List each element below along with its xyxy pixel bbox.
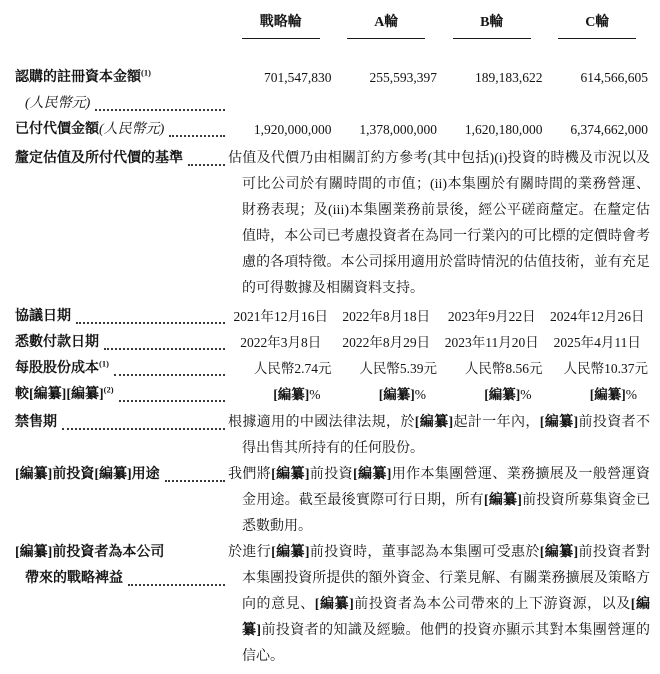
row-label-text: 協議日期 — [15, 309, 71, 324]
row-label — [15, 356, 228, 382]
row-full-payment-date — [15, 330, 650, 356]
value-cell: [編纂]% — [589, 387, 637, 402]
value-cell: 2022年8月18日 — [342, 309, 431, 324]
value-cell: 1,920,000,000 — [253, 122, 332, 137]
column-header-label: C輪 — [558, 12, 636, 39]
row-lockup-period — [15, 410, 650, 462]
row-label-text: 禁售期 — [15, 415, 57, 430]
row-label-text: 已付代價金額(人民幣元) — [15, 122, 165, 137]
row-label-text: [編纂]前投資者為本公司 — [15, 545, 165, 560]
row-values — [228, 330, 650, 356]
row-label — [15, 65, 228, 117]
value-cell: 人民幣5.39元 — [359, 361, 437, 376]
row-values — [228, 356, 650, 382]
dot-leader — [119, 400, 225, 402]
row-label-text: [編纂]前投資[編纂]用途 — [15, 467, 160, 482]
dot-leader — [62, 428, 225, 430]
row-values — [228, 382, 650, 408]
row-label — [15, 462, 228, 488]
row-label-text: 悉數付款日期 — [15, 335, 99, 350]
value-cell: 1,378,000,000 — [359, 122, 437, 137]
value-cell: 2023年9月22日 — [447, 309, 536, 324]
row-label — [15, 117, 228, 143]
value-cell: 2022年3月8日 — [240, 335, 322, 350]
row-label — [15, 304, 228, 330]
row-label — [15, 382, 228, 408]
value-cell: [編纂]% — [273, 387, 321, 402]
column-header-series-a — [334, 12, 440, 39]
row-label-text: 釐定估值及所付代價的基準 — [15, 151, 183, 166]
value-cell: 614,566,605 — [580, 70, 648, 85]
text-cell: 於進行[編纂]前投資時，董事認為本集團可受惠於[編纂]前投資者對本集團投資所提供的額外資金、行業見解、有關業務擴展及策略方向的意見、[編纂]前投資者為本公司帶來的上下游資源，以及[編纂]前投資者的知識及經驗。他們的投資亦顯示其對本集團營運的信心。 — [228, 545, 651, 664]
row-strategic-benefits — [15, 540, 650, 670]
value-cell: 2024年12月26日 — [550, 309, 645, 324]
row-label-subtext: 帶來的戰略裨益 — [25, 571, 123, 586]
value-cell: 2023年11月20日 — [444, 335, 539, 350]
value-cell: 6,374,662,000 — [570, 122, 648, 137]
row-use-of-proceeds — [15, 462, 650, 540]
value-cell: 2022年8月29日 — [342, 335, 431, 350]
value-cell: [編纂]% — [378, 387, 426, 402]
value-cell: 人民幣8.56元 — [464, 361, 543, 376]
dot-leader — [104, 348, 225, 350]
text-cell: 估值及代價乃由相關訂約方參考(其中包括)(i)投資的時機及市況以及可比公司於有關時間的市值；(ii)本集團於有關時間的業務營運、財務表現；及(iii)本集團業務前景後，經公平磋商釐定。在釐定估值時，本公司已考慮投資者在為同一行業內的可比標的定價時會考慮的各項特徵。本公司採用適用於當時情況的估值技術，並有充足的可得數據及相關資料支持。 — [228, 151, 650, 296]
column-header-label: 戰略輪 — [242, 12, 320, 39]
row-label-text: 較[編纂][編纂]$^{(2)}$ — [15, 384, 114, 402]
dot-leader — [76, 322, 225, 324]
row-consideration-paid — [15, 117, 650, 143]
column-header-strategic-round — [228, 12, 334, 39]
dot-leader — [95, 109, 225, 111]
value-cell: 255,593,397 — [369, 70, 437, 85]
row-label — [15, 410, 228, 436]
text-cell: 我們將[編纂]前投資[編纂]用作本集團營運、業務擴展及一般營運資金用途。截至最後實際可行日期，所有[編纂]前投資所募集資金已悉數動用。 — [228, 467, 651, 534]
value-cell: 2021年12月16日 — [233, 309, 328, 324]
dot-leader — [188, 164, 225, 166]
row-valuation-basis — [15, 146, 650, 302]
row-label — [15, 330, 228, 356]
row-values — [228, 117, 650, 143]
table-header-row — [15, 12, 650, 39]
text-cell: 根據適用的中國法律法規，於[編纂]起計一年內，[編纂]前投資者不得出售其所持有的任何股份。 — [228, 415, 651, 456]
value-cell: 人民幣10.37元 — [563, 361, 648, 376]
value-cell: 189,183,622 — [475, 70, 543, 85]
dot-leader — [165, 480, 225, 482]
row-label-subtext: (人民幣元) — [25, 96, 91, 111]
dot-leader — [169, 135, 225, 137]
value-cell: 2025年4月11日 — [553, 335, 641, 350]
column-header-series-c — [545, 12, 651, 39]
row-discount-premium — [15, 382, 650, 408]
dot-leader — [128, 584, 225, 586]
row-subscribed-registered-capital — [15, 65, 650, 117]
column-header-label: A輪 — [347, 12, 425, 39]
row-label-text: 認購的註冊資本金額$^{(1)}$ — [15, 67, 151, 85]
row-label-text: 每股股份成本$^{(1)}$ — [15, 358, 109, 376]
dot-leader — [114, 374, 225, 376]
row-label — [15, 146, 228, 172]
row-agreement-date — [15, 304, 650, 330]
header-columns — [228, 12, 650, 39]
row-cost-per-share — [15, 356, 650, 382]
column-header-label: B輪 — [453, 12, 531, 39]
value-cell: 人民幣2.74元 — [253, 361, 332, 376]
row-values — [228, 65, 650, 91]
column-header-series-b — [439, 12, 545, 39]
row-label — [15, 540, 228, 592]
value-cell: [編纂]% — [484, 387, 532, 402]
value-cell: 1,620,180,000 — [464, 122, 543, 137]
row-values — [228, 304, 650, 330]
value-cell: 701,547,830 — [264, 70, 332, 85]
